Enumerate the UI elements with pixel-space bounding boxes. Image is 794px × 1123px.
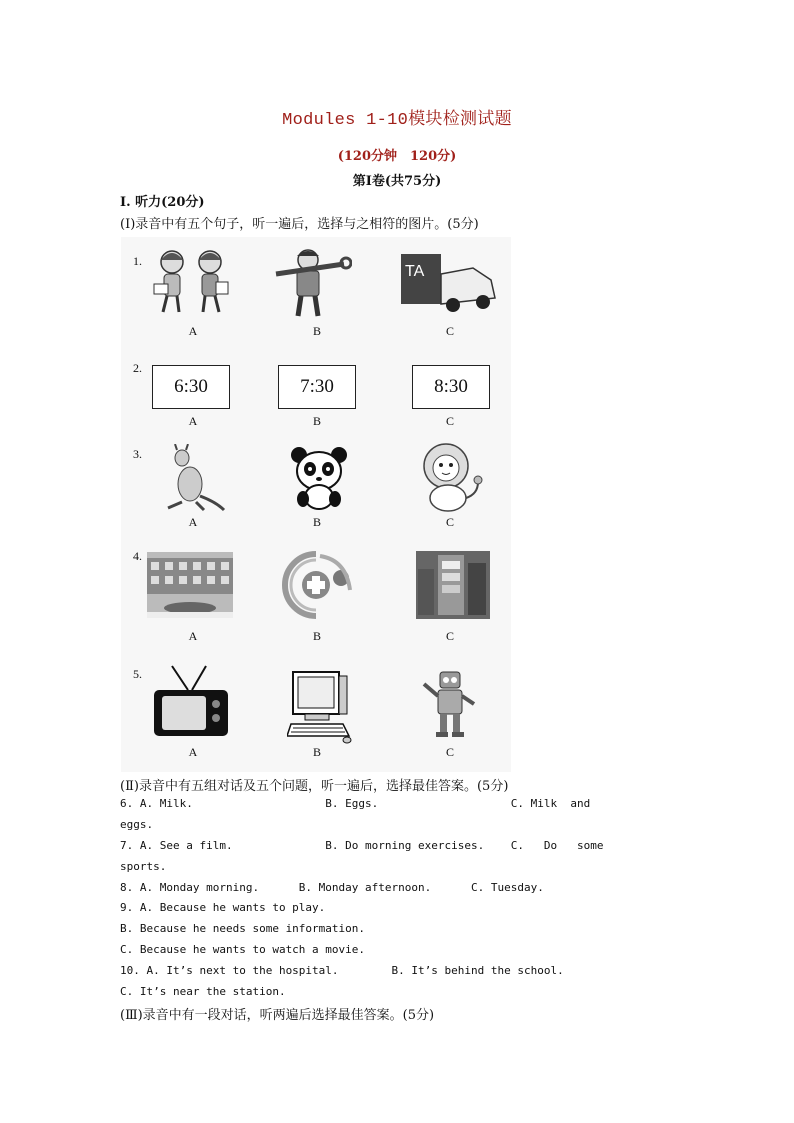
part2-instruction: (Ⅱ)录音中有五组对话及五个问题，听一遍后，选择最佳答案。(5分) [120, 779, 509, 794]
option-label: A [188, 745, 198, 759]
time-box: 6:30 [152, 365, 230, 409]
answer-line: C. It’s near the station. [120, 985, 286, 998]
school-building-picture [147, 552, 233, 618]
lion-picture [418, 442, 484, 514]
time-box: 8:30 [412, 365, 490, 409]
answer-line: 10. A. It’s next to the hospital. B. It’s behind the school. [120, 964, 564, 977]
option-label: A [188, 515, 198, 529]
section-heading-listening: Ⅰ. 听力(20分) [120, 195, 205, 210]
part1-instruction: (Ⅰ)录音中有五个句子，听一遍后，选择与之相符的图片。(5分) [120, 217, 479, 232]
page-title: Modules 1-10模块检测试题 [282, 111, 512, 130]
option-label: C [445, 745, 454, 759]
answer-line: 6. A. Milk. B. Eggs. C. Milk and [120, 797, 591, 810]
question-3-number: 3. [133, 447, 142, 461]
computer-picture [287, 668, 353, 744]
answer-line: 9. A. Because he wants to play. [120, 901, 326, 914]
option-label: C [445, 324, 454, 338]
question-2-number: 2. [133, 361, 142, 375]
option-label: B [312, 414, 321, 428]
robot-picture [420, 668, 478, 740]
exam-duration-score: (120分钟 120分) [337, 149, 457, 164]
option-label: C [445, 414, 454, 428]
time-box: 7:30 [278, 365, 356, 409]
worker-with-wrench-picture [268, 246, 352, 318]
option-label: A [188, 629, 198, 643]
option-label: A [188, 414, 198, 428]
answer-line: 8. A. Monday morning. B. Monday afternoon. C. Tuesday. [120, 881, 544, 894]
option-label: B [312, 629, 321, 643]
question-1-number: 1. [133, 254, 142, 268]
question-4-number: 4. [133, 549, 142, 563]
option-label: C [445, 515, 454, 529]
option-label: B [312, 324, 321, 338]
students-reading-picture [148, 248, 236, 316]
delivery-truck-picture [401, 250, 497, 314]
answer-line: C. Because he wants to watch a movie. [120, 943, 366, 956]
option-label: B [312, 515, 321, 529]
answer-line: 7. A. See a film. B. Do morning exercises. C. Do some [120, 839, 604, 852]
answer-line: eggs. [120, 818, 154, 831]
part3-instruction: (Ⅲ)录音中有一段对话，听两遍后选择最佳答案。(5分) [120, 1008, 435, 1023]
answer-line: sports. [120, 860, 167, 873]
shop-street-picture [416, 551, 490, 619]
panda-picture [287, 445, 351, 511]
option-label: C [445, 629, 454, 643]
answer-line: B. Because he needs some information. [120, 922, 366, 935]
truck-sign-text: TA [405, 263, 425, 280]
hospital-logo-picture [280, 550, 352, 620]
option-label: B [312, 745, 321, 759]
television-picture [152, 664, 230, 740]
option-label: A [188, 324, 198, 338]
kangaroo-picture [160, 444, 226, 512]
volume-heading: 第Ⅰ卷(共75分) [352, 174, 442, 189]
question-5-number: 5. [133, 667, 142, 681]
